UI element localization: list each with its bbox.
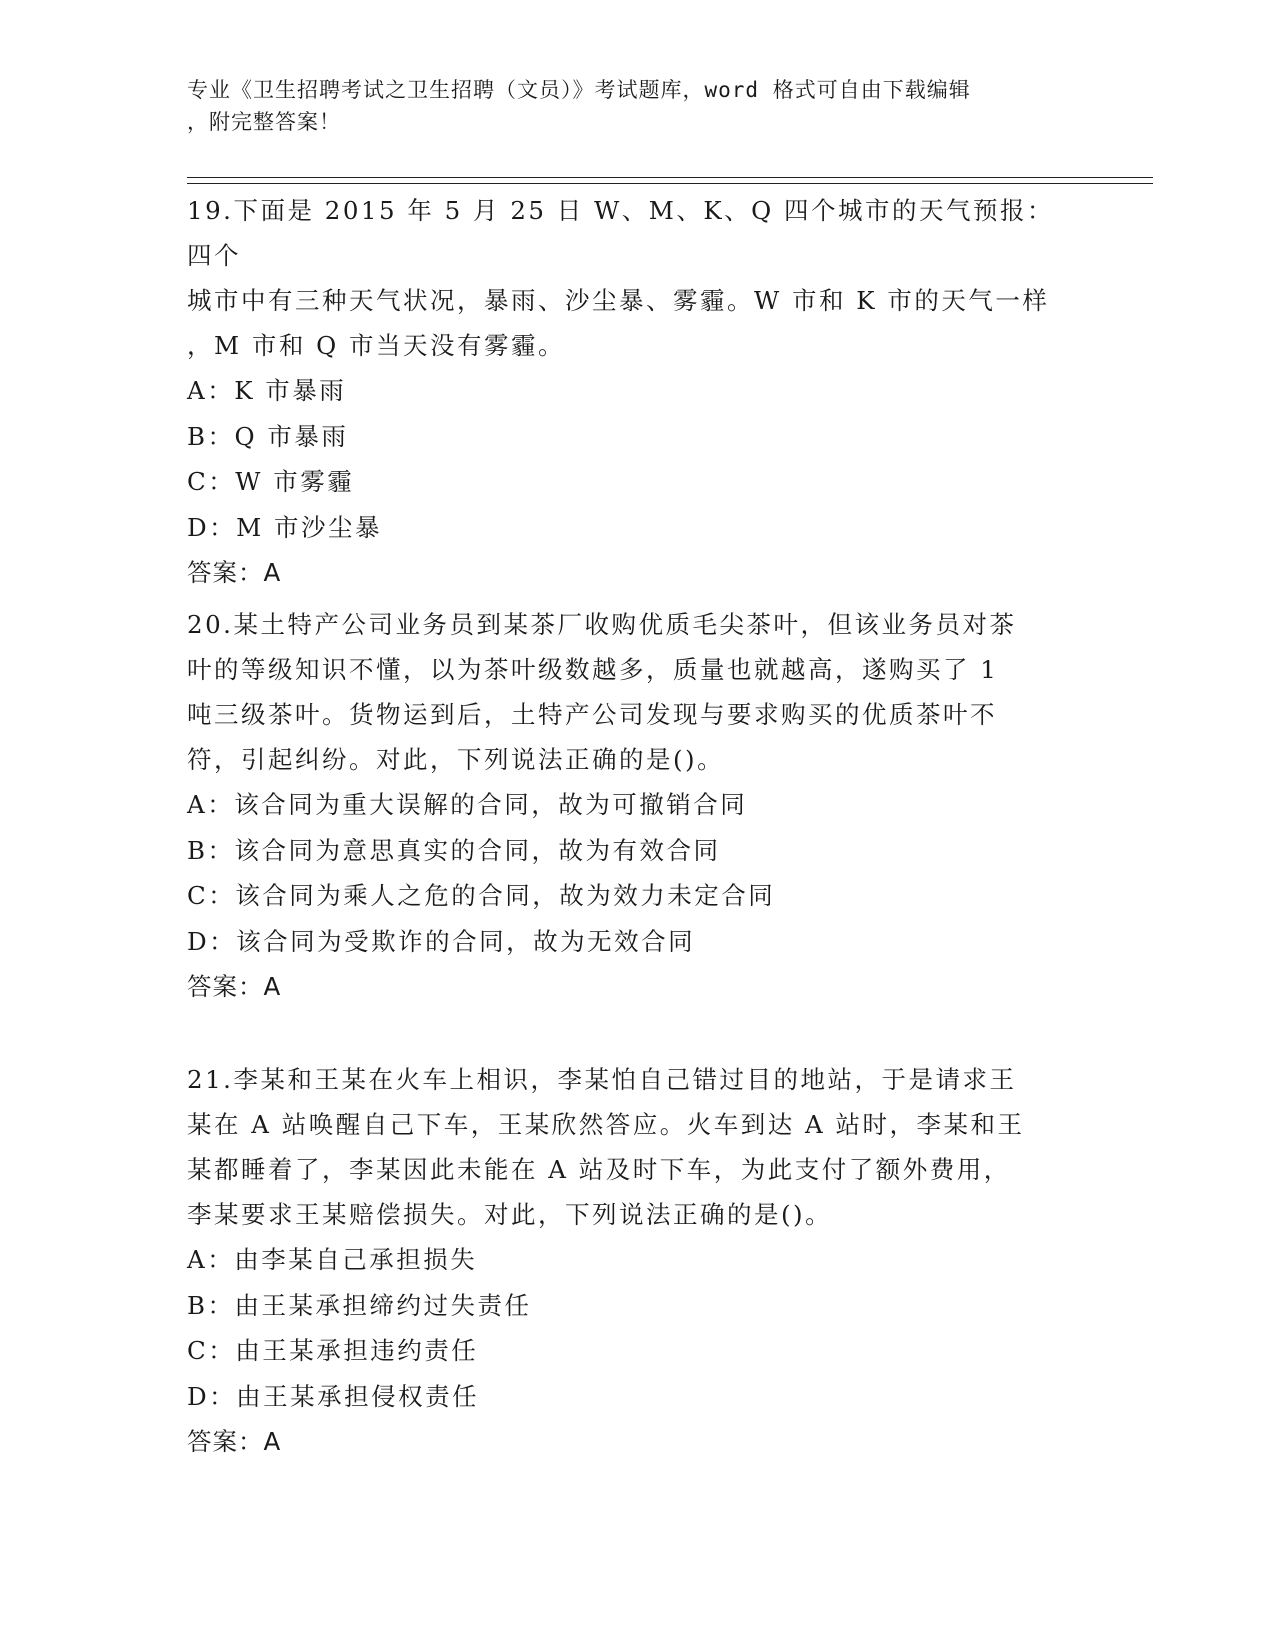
option-a: A：该合同为重大误解的合同，故为可撤销合同	[187, 790, 748, 819]
option-a: A：由李某自己承担损失	[187, 1245, 478, 1274]
question-stem-line: 19.下面是 2015 年 5 月 25 日 W、M、K、Q 四个城市的天气预报：四个	[187, 196, 1055, 270]
option-d: D：该合同为受欺诈的合同，故为无效合同	[187, 926, 696, 956]
header-divider-bottom	[187, 183, 1153, 184]
option-c: C：该合同为乘人之危的合同，故为效力未定合同	[187, 881, 776, 910]
answer-line: 答案：A	[187, 558, 282, 587]
option-b: B：该合同为意思真实的合同，故为有效合同	[187, 835, 721, 865]
question-stem-line: 符，引起纠纷。对此，下列说法正确的是()。	[187, 745, 725, 774]
question-stem-line: 叶的等级知识不懂，以为茶叶级数越多，质量也就越高，遂购买了 1	[187, 655, 999, 684]
header-divider-top	[187, 177, 1153, 178]
question-21	[187, 1057, 1077, 1465]
answer-line: 答案：A	[187, 972, 282, 1001]
answer-line: 答案：A	[187, 1427, 282, 1456]
question-stem-line: 李某要求王某赔偿损失。对此，下列说法正确的是()。	[187, 1200, 833, 1229]
question-stem-line: 吨三级茶叶。货物运到后，土特产公司发现与要求购买的优质茶叶不	[187, 700, 997, 729]
question-stem-line: 20.某土特产公司业务员到某茶厂收购优质毛尖茶叶，但该业务员对茶	[187, 610, 1017, 639]
question-stem-line: ，M 市和 Q 市当天没有雾霾。	[187, 331, 566, 360]
option-c: C：由王某承担违约责任	[187, 1336, 479, 1365]
document-header	[187, 74, 1067, 138]
option-d: D：由王某承担侵权责任	[187, 1381, 480, 1411]
option-d: D：M 市沙尘暴	[187, 512, 383, 542]
question-stem-line: 21.李某和王某在火车上相识，李某怕自己错过目的地站，于是请求王	[187, 1065, 1017, 1094]
question-19	[187, 188, 1077, 596]
question-stem-line: 城市中有三种天气状况，暴雨、沙尘暴、雾霾。W 市和 K 市的天气一样	[187, 286, 1050, 315]
option-b: B：Q 市暴雨	[187, 421, 349, 451]
question-stem-line: 某在 A 站唤醒自己下车，王某欣然答应。火车到达 A 站时，李某和王	[187, 1110, 1025, 1139]
option-a: A：K 市暴雨	[187, 376, 347, 405]
question-stem-line: 某都睡着了，李某因此未能在 A 站及时下车，为此支付了额外费用，	[187, 1155, 1011, 1184]
option-c: C：W 市雾霾	[187, 467, 355, 496]
question-20	[187, 602, 1077, 1010]
header-line-2: ，附完整答案！	[187, 110, 341, 134]
option-b: B：由王某承担缔约过失责任	[187, 1290, 532, 1320]
header-line-1: 专业《卫生招聘考试之卫生招聘（文员）》考试题库，word 格式可自由下载编辑	[187, 78, 971, 102]
